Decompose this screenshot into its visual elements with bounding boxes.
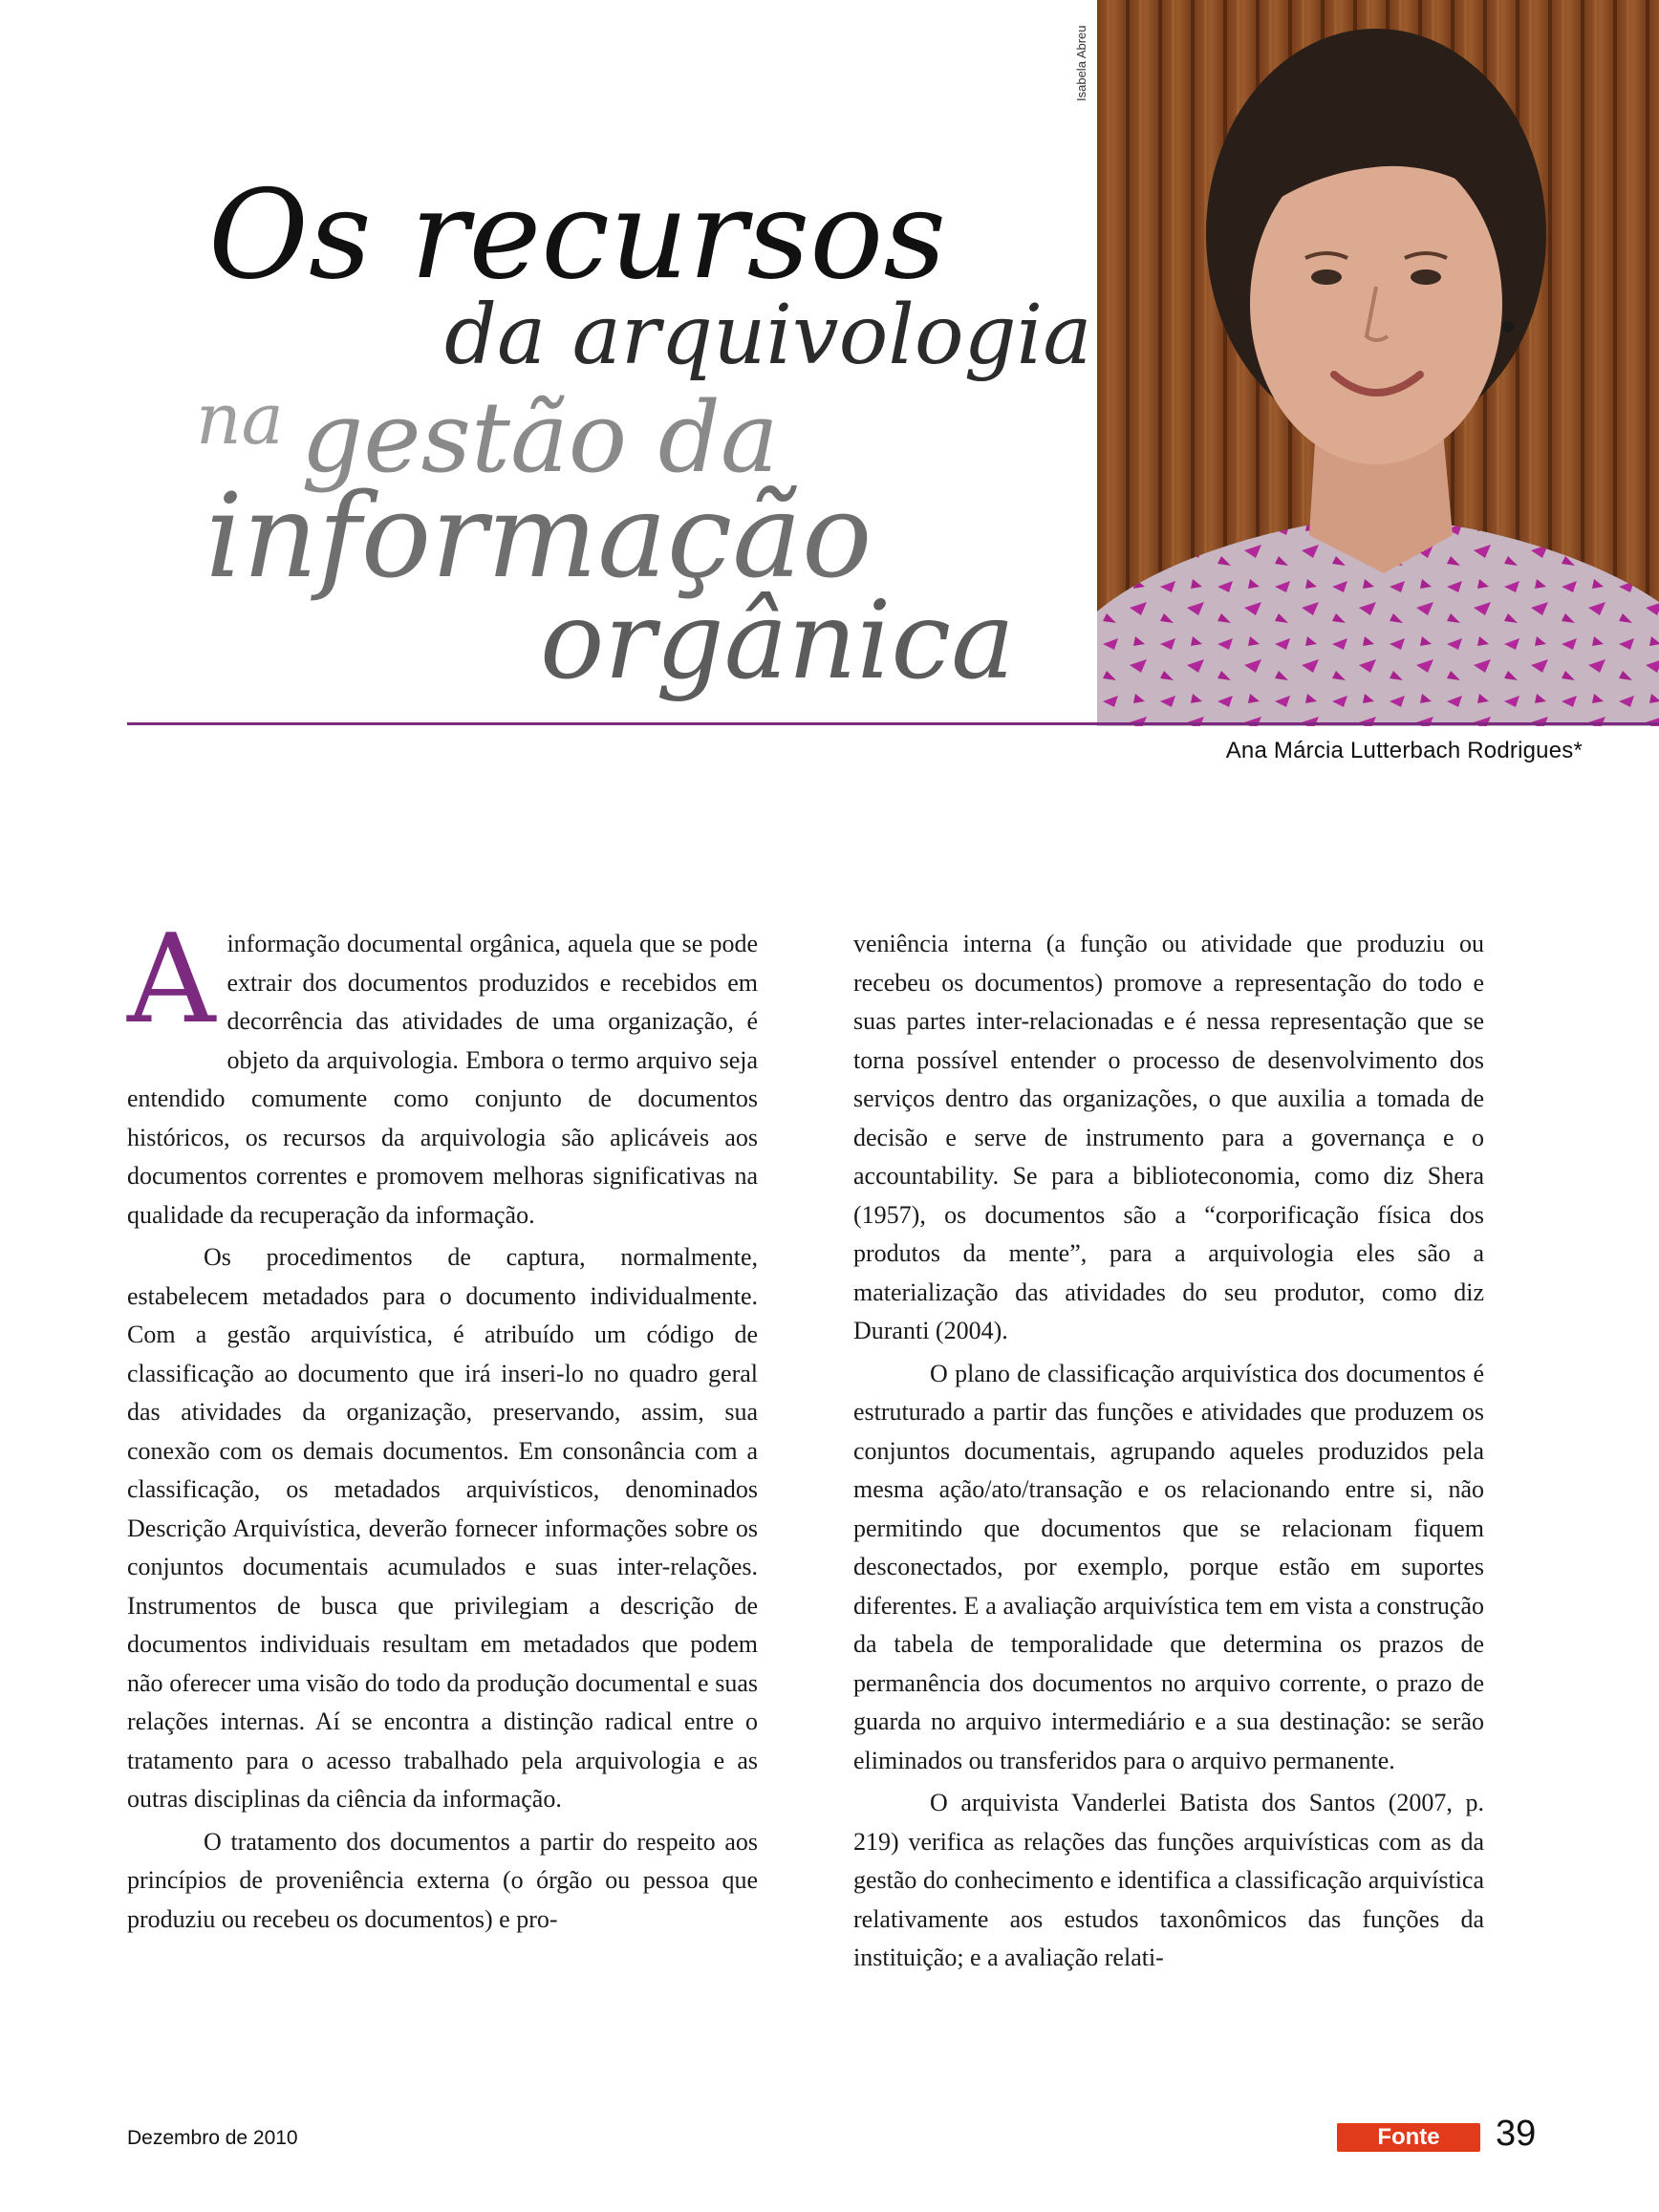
- article-column-left: [127, 909, 758, 1943]
- title-line-4: informação: [205, 468, 873, 604]
- portrait-image: [1097, 0, 1659, 726]
- issue-date: Dezembro de 2010: [127, 2127, 298, 2149]
- paragraph-text: informação documental orgânica, aquela que se pode extrair dos documentos produzidos e recebidos em decorrência das atividades de uma organização, é objeto da arquivologia. Embora o termo arquivo seja entendido comumente como conjunto de documentos históricos, os recursos da arquivologia são aplicáveis aos documentos correntes e promovem melhoras significativas na qualidade da recuperação da informação.: [127, 930, 758, 1229]
- paragraph: O arquivista Vanderlei Batista dos Santos (2007, p. 219) verifica as relações das funções arquivísticas com as da gestão do conhecimento e identifica a classificação arquivística relativamente aos estudos taxonômicos das funções da instituição; e a avaliação relati-: [853, 1789, 1484, 1971]
- paragraph: O plano de classificação arquivística dos documentos é estruturado a partir das funções e atividades que produzem os conjuntos documentais, agrupando aqueles produzidos pela mesma ação/ato/transação e os relacionando entre si, não permitindo que documentos que se relacionam fiquem desconectados, por exemplo, porque estão em suportes diferentes. E a avaliação arquivística tem em vista a construção da tabela de temporalidade que determina os prazos de permanência dos documentos no arquivo corrente, o prazo de guarda no arquivo intermediário e a sua destinação: se serão eliminados ou transferidos para o arquivo permanente.: [853, 1359, 1484, 1774]
- paragraph: [127, 909, 758, 1235]
- title-line-3: gestão da: [301, 381, 779, 495]
- paragraph: veniência interna (a função ou atividade que produziu ou recebeu os documentos) promove a representação do todo e suas partes inter-relacionadas e é nessa representação que se torna possível entender o processo de desenvolvimento dos serviços dentro das organizações, o que auxilia a tomada de decisão e serve de instrumento para a governança e o accountability. Se para a biblioteconomia, como diz Shera (1957), os documentos são a “corporificação física dos produtos da mente”, para a arquivologia eles são a materialização das atividades do seu produtor, como diz Duranti (2004).: [853, 930, 1484, 1344]
- title-divider: [127, 722, 1659, 725]
- title-line-5: orgânica: [540, 579, 1015, 703]
- title-line-3-prefix: na: [196, 378, 284, 461]
- title-line-2: da arquivologia: [444, 288, 1092, 383]
- photo-credit: [1068, 17, 1091, 103]
- article-title: [0, 0, 1099, 726]
- drop-cap: A: [127, 909, 216, 1051]
- page-number: 39: [1496, 2114, 1537, 2154]
- article-column-right: [853, 925, 1484, 1982]
- paragraph: Os procedimentos de captura, normalmente, estabelecem metadados para o documento individualmente. Com a gestão arquivística, é atribuído um código de classificação ao documento que irá inseri-lo no quadro geral das atividades da organização, preservando, assim, sua conexão com os demais documentos. Em consonância com a classificação, os metadados arquivísticos, denominados Descrição Arquivística, deverão fornecer informações sobre os conjuntos documentais acumulados e suas inter-relações. Instrumentos de busca que privilegiam a descrição de documentos individuais resultam em metadados que podem não oferecer uma visão do todo da produção documental e suas relações internas. Aí se encontra a distinção radical entre o tratamento para o acesso trabalhado pela arquivologia e as outras disciplinas da ciência da informação.: [127, 1243, 758, 1813]
- byline: Ana Márcia Lutterbach Rodrigues*: [1225, 738, 1583, 763]
- photo-credit-text: Isabela Abreu: [1074, 25, 1088, 101]
- paragraph: O tratamento dos documentos a partir do respeito aos princípios de proveniência externa (o órgão ou pessoa que produziu ou recebeu os documentos) e pro-: [127, 1827, 758, 1933]
- title-line-1: Os recursos: [208, 164, 946, 307]
- magazine-logo: Fonte: [1337, 2123, 1480, 2152]
- author-photo: [1097, 0, 1659, 726]
